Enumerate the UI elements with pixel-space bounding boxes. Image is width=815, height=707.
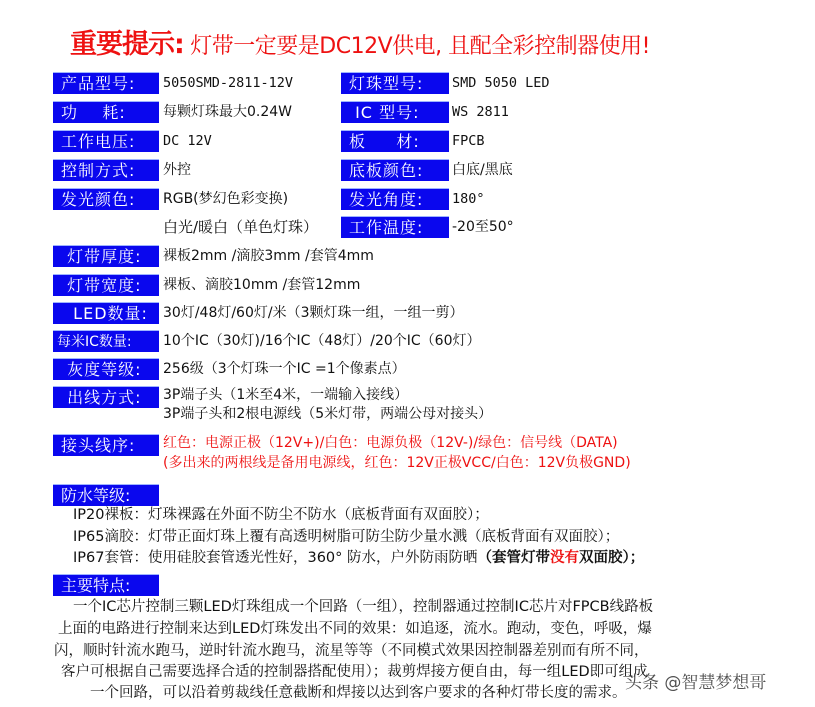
spec-value-led-model: SMD 5050 LED <box>452 75 550 91</box>
spec-value-product-model: 5050SMD-2811-12V <box>163 75 294 91</box>
spec-label-board-color: 底板颜色: <box>341 159 449 181</box>
spec-value-board: FPCB <box>452 133 485 149</box>
spec-value-board-color: 白底/黑底 <box>452 162 513 178</box>
spec-value-beam-angle: 180° <box>452 191 485 207</box>
section-label-features: 主要特点: <box>53 574 159 596</box>
spec-label-product-model: 产品型号: <box>53 72 159 94</box>
spec-value-color-alt: 白光/暖白（单色灯珠） <box>163 218 319 236</box>
spec-value-ic-count: 10个IC（30灯)/16个IC（48灯）/20个IC（60灯） <box>163 333 481 349</box>
spec-value-width: 裸板、滴胶10mm /套管12mm <box>163 277 361 293</box>
spec-label-ic-model: IC 型号: <box>341 101 449 123</box>
waterproof-ip65: IP65滴胶：灯带正面灯珠上覆有高透明树脂可防尘防少量水溅（底板背面有双面胶）； <box>73 529 620 545</box>
spec-label-pinout: 接头线序: <box>53 434 159 456</box>
notice-text: 灯带一定要是DC12V供电, 且配全彩控制器使用! <box>183 34 650 59</box>
spec-label-width: 灯带宽度: <box>53 274 159 296</box>
watermark: 头条 @智慧梦想哥 <box>625 673 767 693</box>
spec-label-board: 板 材: <box>341 130 449 152</box>
spec-label-led-count: LED数量: <box>53 302 159 324</box>
pinout-line-2: (多出来的两根线是备用电源线，红色：12V正极VCC/白色：12V负极GND) <box>163 455 631 471</box>
spec-value-grayscale: 256级（3个灯珠一个IC =1个像素点） <box>163 361 406 377</box>
spec-value-control: 外控 <box>163 162 191 178</box>
spec-value-color: RGB(梦幻色彩变换) <box>163 191 289 207</box>
spec-label-ic-count: 每米IC数量: <box>53 330 159 352</box>
features-line-1: 一个IC芯片控制三颗LED灯珠组成一个回路（一组），控制器通过控制IC芯片对FPCB线路板 <box>73 599 654 615</box>
waterproof-ip67-note-post: 双面胶）； <box>579 550 645 566</box>
features-line-3: 闪，顺时针流水跑马，逆时针流水跑马，流星等等（不同模式效果因控制器差别而有所不同， <box>54 643 649 659</box>
spec-label-beam-angle: 发光角度: <box>341 188 449 210</box>
features-line-4: 客户可根据自己需要选择合适的控制器搭配使用）；裁剪焊接方便自由，每一组LED即可组成 <box>61 664 648 680</box>
spec-label-thickness: 灯带厚度: <box>53 245 159 267</box>
spec-label-voltage: 工作电压: <box>53 130 159 152</box>
spec-label-wiring: 出线方式: <box>53 386 159 408</box>
spec-value-led-count: 30灯/48灯/60灯/米（3颗灯珠一组，一组一剪） <box>163 305 464 321</box>
features-line-5: 一个回路，可以沿着剪裁线任意截断和焊接以达到客户要求的各种灯带长度的需求。 <box>90 685 627 701</box>
spec-label-power: 功 耗: <box>53 101 159 123</box>
spec-label-color: 发光颜色: <box>53 188 159 210</box>
spec-value-ic-model: WS 2811 <box>452 104 509 120</box>
spec-label-grayscale: 灰度等级: <box>53 358 159 380</box>
wiring-line-1: 3P端子头（1米至4米，一端输入接线） <box>163 387 409 403</box>
spec-label-led-model: 灯珠型号: <box>341 72 449 94</box>
section-label-waterproof: 防水等级: <box>53 484 159 506</box>
features-line-2: 上面的电路进行控制来达到LED灯珠发出不同的效果：如追逐，流水。跑动，变色，呼吸，爆 <box>58 621 652 637</box>
pinout-line-1: 红色：电源正极（12V+)/白色：电源负极（12V-)/绿色：信号线（DATA) <box>163 435 618 451</box>
spec-label-control: 控制方式: <box>53 159 159 181</box>
waterproof-ip67-text: IP67套管：使用硅胶套管透光性好，360° 防水，户外防雨防晒 <box>73 550 478 566</box>
spec-label-temperature: 工作温度: <box>341 216 449 238</box>
spec-value-temperature: -20至50° <box>452 219 514 235</box>
spec-value-power: 每颗灯珠最大0.24W <box>163 104 293 120</box>
waterproof-ip67-note-pre: （套管灯带 <box>477 550 551 566</box>
spec-value-thickness: 裸板2mm /滴胶3mm /套管4mm <box>163 248 374 264</box>
important-notice-title <box>70 22 790 62</box>
waterproof-ip67 <box>73 547 644 569</box>
waterproof-ip67-highlight: 没有 <box>550 550 580 566</box>
wiring-line-2: 3P端子头和2根电源线（5米灯带，两端公母对接头） <box>163 406 493 422</box>
waterproof-ip20: IP20裸板：灯珠裸露在外面不防尘不防水（底板背面有双面胶）； <box>73 507 489 523</box>
spec-value-voltage: DC 12V <box>163 133 212 149</box>
notice-heading: 重要提示: <box>70 29 184 60</box>
